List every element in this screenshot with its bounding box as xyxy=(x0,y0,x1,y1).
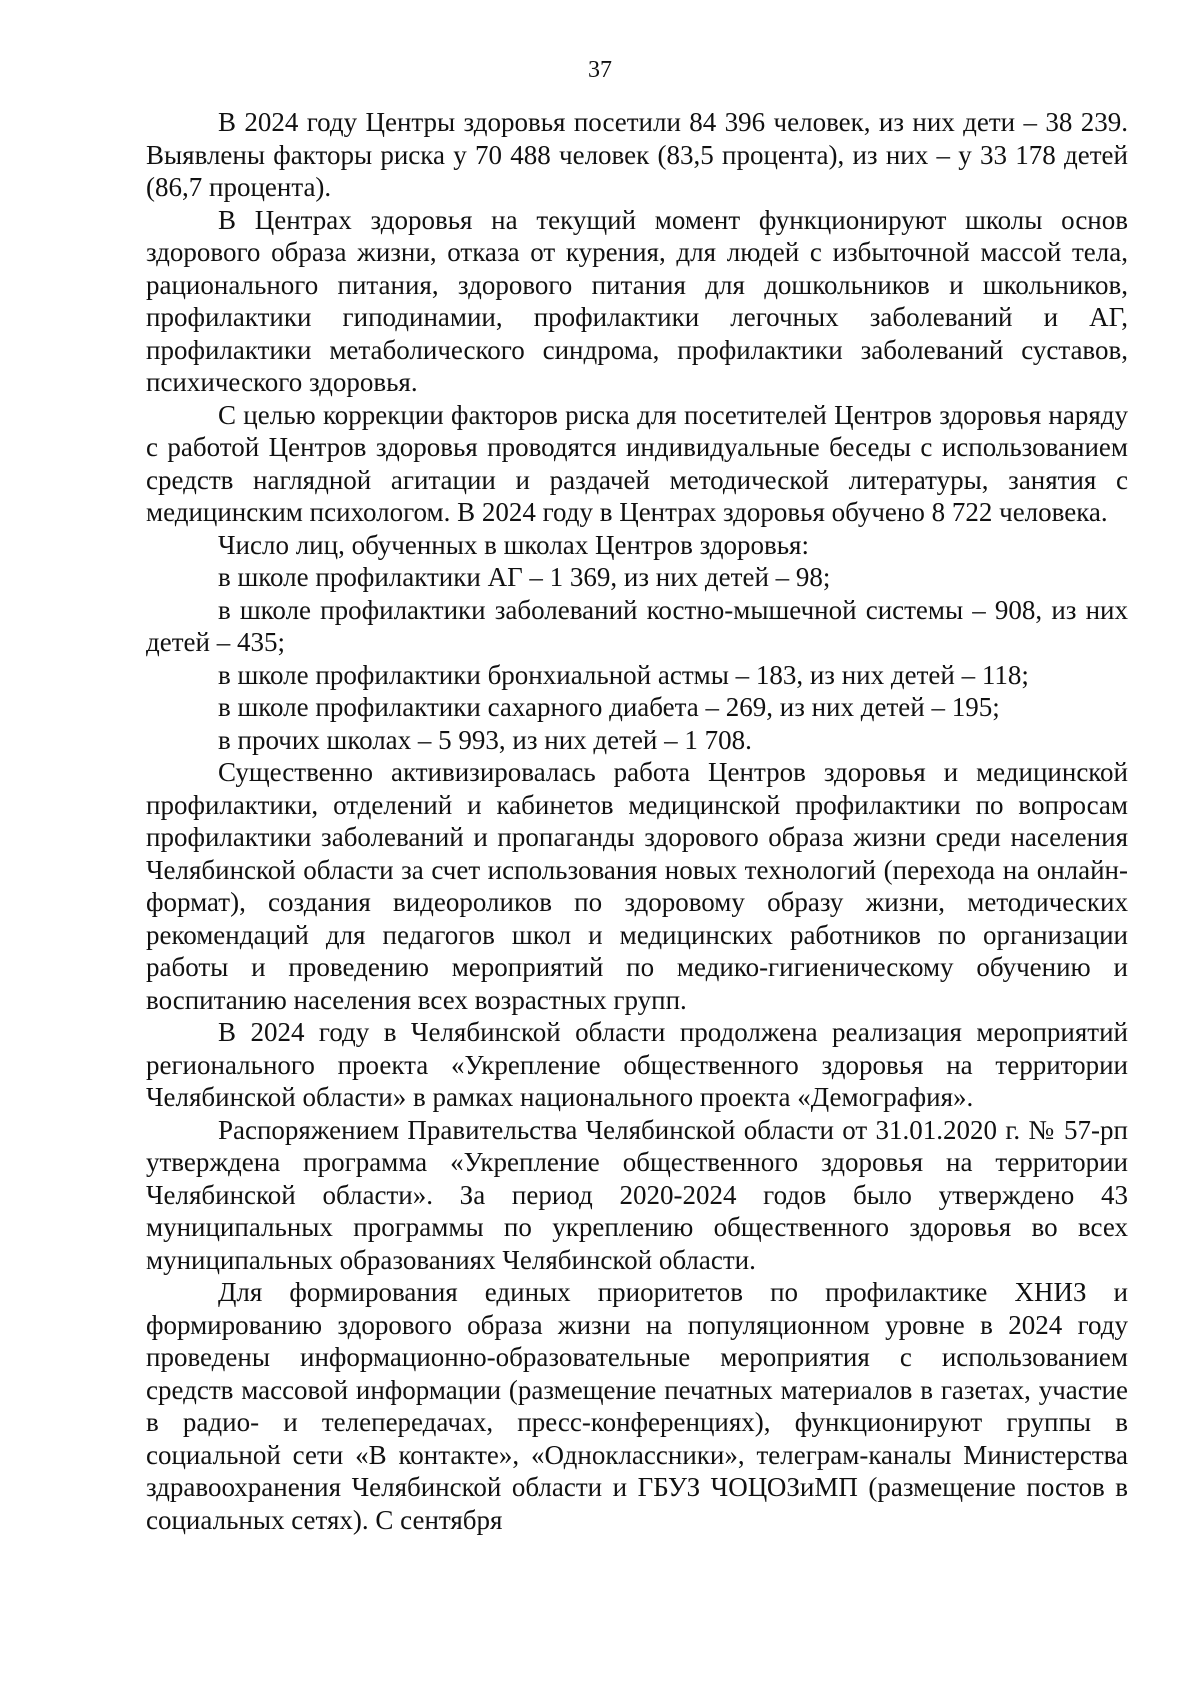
paragraph-health-centers-visits: В 2024 году Центры здоровья посетили 84 396 человек, из них дети – 38 239. Выявлены факторы риска у 70 488 человек (83,5 процента), из них – у 33 178 детей (86,7 процента). xyxy=(146,107,1128,202)
list-item-ag-school: в школе профилактики АГ – 1 369, из них детей – 98; xyxy=(218,562,831,592)
page-number: 37 xyxy=(588,57,612,83)
paragraph-prevention-activity: Существенно активизировалась работа Центров здоровья и медицинской профилактики, отделений и кабинетов медицинской профилактики по вопросам профилактики заболеваний и пропаганды здорового образа жизни среди населения Челябинской области за счет использования новых технологий (перехода на онлайн-формат), создания видеороликов по здоровому образу жизни, методических рекомендаций для педагогов школ и медицинских работников по организации работы и проведению мероприятий по медико-гигиеническому обучению и воспитанию населения всех возрастных групп. xyxy=(146,757,1128,1015)
paragraph-risk-correction: С целью коррекции факторов риска для посетителей Центров здоровья наряду с работой Центров здоровья проводятся индивидуальные беседы с использованием средств наглядной агитации и раздачей методической литературы, занятия с медицинским психологом. В 2024 году в Центрах здоровья обучено 8 722 человека. xyxy=(146,399,1128,527)
list-item-asthma-school: в школе профилактики бронхиальной астмы – 183, из них детей – 118; xyxy=(218,659,1029,690)
paragraph-health-schools: В Центрах здоровья на текущий момент функционируют школы основ здорового образа жизни, отказа от курения, для людей с избыточной массой тела, рационального питания, здорового питания для дошкольников и школьников, профилактики гиподинамии, профилактики легочных заболеваний и АГ, профилактики метаболического синдрома, профилактики заболеваний суставов, психического здоровья. xyxy=(146,204,1128,397)
body-text xyxy=(146,106,1128,1536)
list-item-musculoskeletal-school: в школе профилактики заболеваний костно-мышечной системы – 908, из них детей – 435; xyxy=(146,594,1128,657)
paragraph-trained-count-intro: Число лиц, обученных в школах Центров здоровья: xyxy=(218,529,809,560)
list-item-diabetes-school: в школе профилактики сахарного диабета – 269, из них детей – 195; xyxy=(218,692,1000,722)
paragraph-government-order: Распоряжением Правительства Челябинской области от 31.01.2020 г. № 57-рп утверждена программа «Укрепление общественного здоровья на территории Челябинской области». За период 2020-2024 годов было утверждено 43 муниципальных программы по укреплению общественного здоровья во всех муниципальных образованиях Челябинской области. xyxy=(146,1114,1128,1275)
paragraph-information-activities: Для формирования единых приоритетов по профилактике ХНИЗ и формированию здорового образа жизни на популяционном уровне в 2024 году проведены информационно-образовательные мероприятия с использованием средств массовой информации (размещение печатных материалов в газетах, участие в радио- и телепередачах, пресс-конференциях), функционируют группы в социальной сети «В контакте», «Одноклассники», телеграм-каналы Министерства здравоохранения Челябинской области и ГБУЗ ЧОЦОЗиМП (размещение постов в социальных сетях). С сентября xyxy=(146,1277,1128,1535)
list-item-other-schools: в прочих школах – 5 993, из них детей – 1 708. xyxy=(218,724,752,755)
paragraph-regional-project: В 2024 году в Челябинской области продолжена реализация мероприятий регионального проекта «Укрепление общественного здоровья на территории Челябинской области» в рамках национального проекта «Демография». xyxy=(146,1017,1128,1112)
